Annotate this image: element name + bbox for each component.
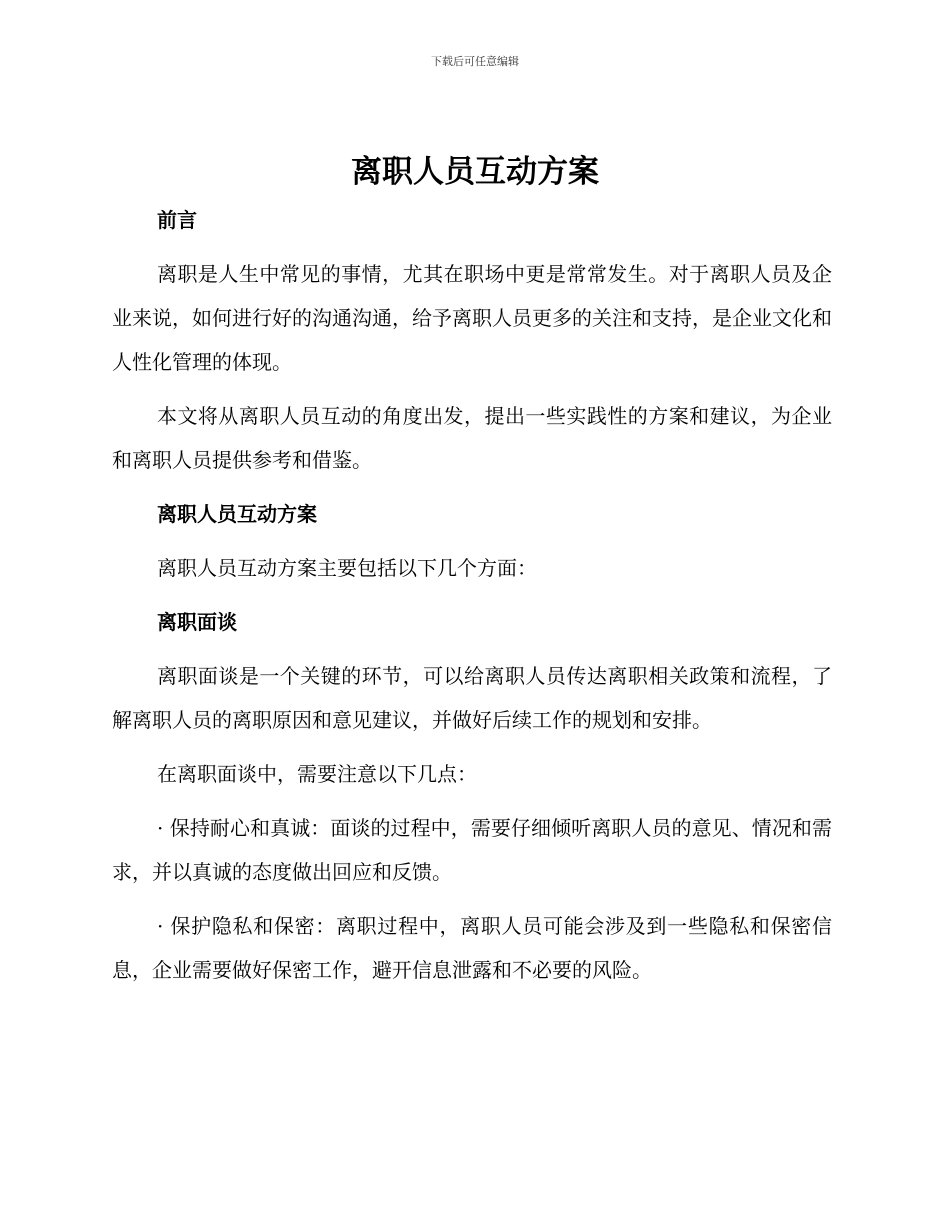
bullet-item-2: · 保护隐私和保密：离职过程中，离职人员可能会涉及到一些隐私和保密信息，企业需要做好保密工作，避开信息泄露和不必要的风险。: [112, 914, 832, 982]
preface-heading: 前言: [157, 208, 197, 232]
plan-intro-paragraph: 离职人员互动方案主要包括以下几个方面：: [157, 556, 537, 580]
document-body: [112, 198, 832, 992]
interview-paragraph-2: 在离职面谈中，需要注意以下几点：: [157, 762, 477, 786]
header-note: 下载后可任意编辑: [431, 55, 519, 68]
interview-paragraph-1: 离职面谈是一个关键的环节，可以给离职人员传达离职相关政策和流程，了解离职人员的离职原因和意见建议，并做好后续工作的规划和安排。: [112, 664, 832, 732]
interview-heading: 离职面谈: [157, 610, 237, 634]
document-title: 离职人员互动方案: [351, 154, 599, 190]
preface-paragraph-1: 离职是人生中常见的事情，尤其在职场中更是常常发生。对于离职人员及企业来说，如何进行好的沟通沟通，给予离职人员更多的关注和支持，是企业文化和人性化管理的体现。: [112, 262, 832, 374]
plan-heading: 离职人员互动方案: [157, 502, 317, 526]
preface-paragraph-2: 本文将从离职人员互动的角度出发，提出一些实践性的方案和建议，为企业和离职人员提供参考和借鉴。: [112, 404, 832, 472]
bullet-item-1: · 保持耐心和真诚：面谈的过程中，需要仔细倾听离职人员的意见、情况和需求，并以真诚的态度做出回应和反馈。: [112, 816, 832, 884]
